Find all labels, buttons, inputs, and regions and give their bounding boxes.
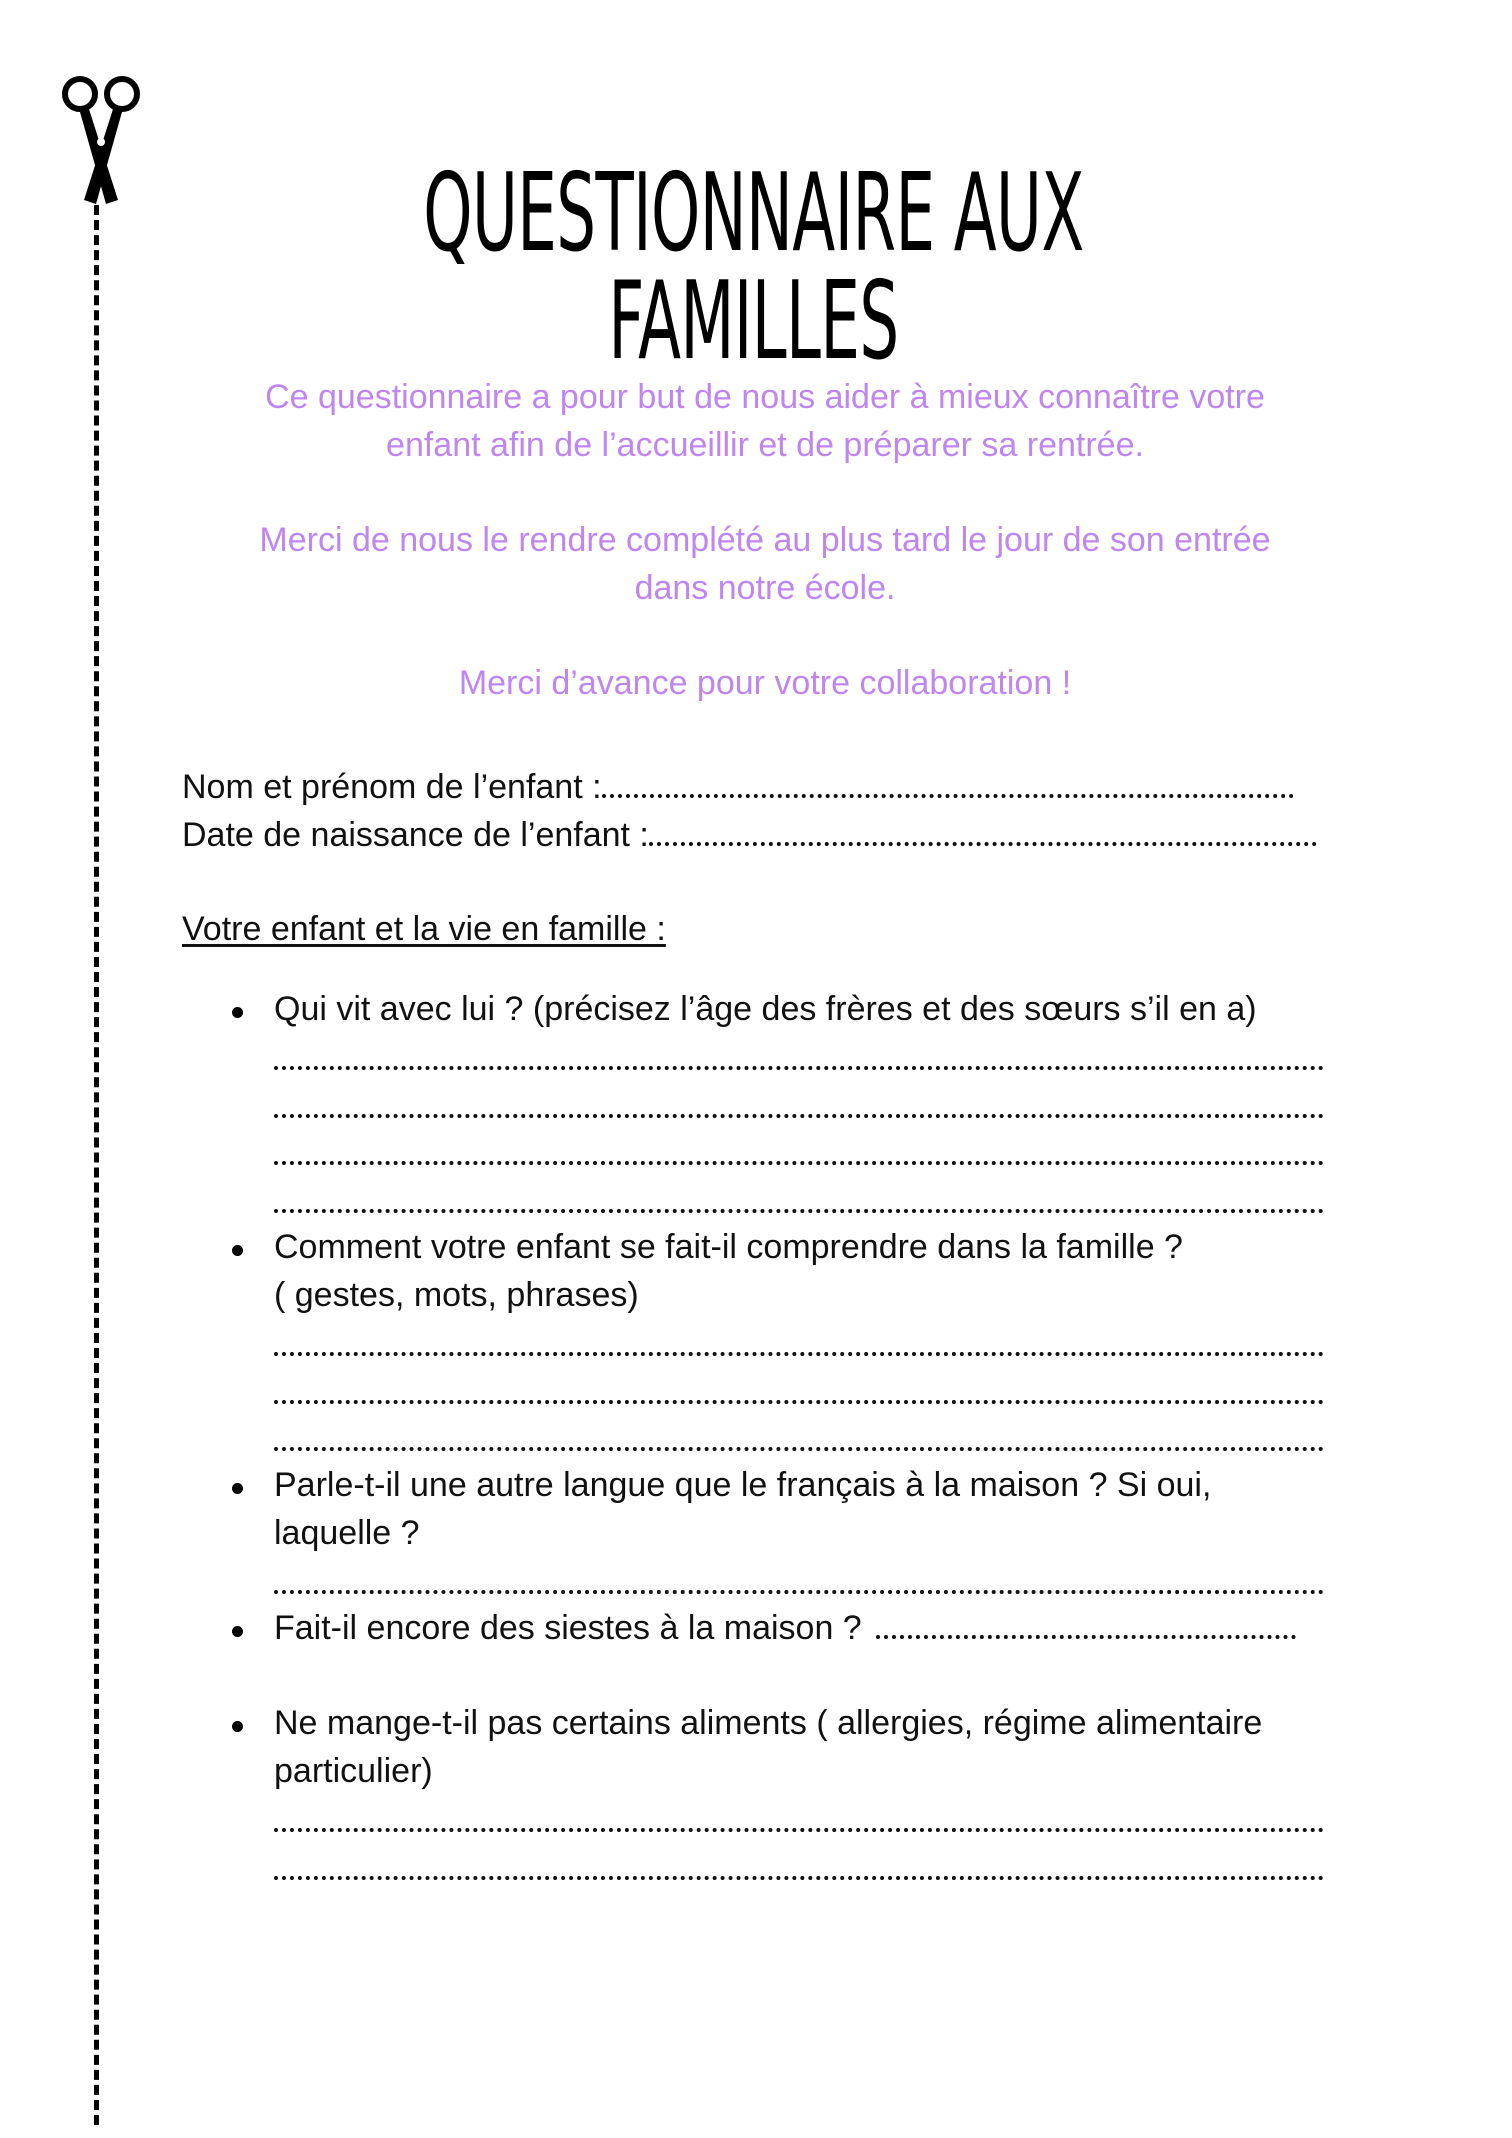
- answer-line[interactable]: [274, 1400, 1324, 1404]
- question-text: Ne mange-t-il pas certains aliments ( allergies, régime alimentaire: [274, 1704, 1263, 1742]
- intro-line: Ce questionnaire a pour but de nous aider à mieux connaître votre: [265, 378, 1265, 416]
- question-text: ( gestes, mots, phrases): [274, 1276, 639, 1314]
- answer-line[interactable]: [274, 1447, 1324, 1451]
- child-name-blank[interactable]: [602, 794, 1294, 798]
- answer-line[interactable]: [274, 1209, 1324, 1213]
- bullet: [232, 1626, 243, 1637]
- question-text: Comment votre enfant se fait-il comprendre dans la famille ?: [274, 1228, 1183, 1266]
- thanks-line: Merci d’avance pour votre collaboration !: [458, 664, 1072, 702]
- answer-line[interactable]: [274, 1590, 1324, 1594]
- question-text: laquelle ?: [274, 1514, 420, 1552]
- intro-line: dans notre école.: [634, 569, 896, 607]
- question-text: Qui vit avec lui ? (précisez l’âge des frères et des sœurs s’il en a): [274, 990, 1257, 1028]
- child-name-field[interactable]: [182, 763, 1294, 811]
- intro-line: enfant afin de l’accueillir et de préparer sa rentrée.: [386, 426, 1144, 464]
- page-title: QUESTIONNAIRE AUX FAMILLES: [423, 151, 1084, 384]
- section-title: Votre enfant et la vie en famille :: [182, 910, 666, 948]
- bullet: [232, 1483, 243, 1494]
- answer-line[interactable]: [274, 1066, 1324, 1070]
- birth-date-label: Date de naissance de l’enfant :: [182, 816, 649, 854]
- birth-date-field[interactable]: [182, 811, 1317, 859]
- question-text: [274, 1604, 1296, 1652]
- intro-line: Merci de nous le rendre complété au plus tard le jour de son entrée: [259, 521, 1271, 559]
- bullet: [232, 1007, 243, 1018]
- birth-date-blank[interactable]: [649, 842, 1317, 846]
- question-text: particulier): [274, 1752, 433, 1790]
- cut-line: [94, 205, 99, 2125]
- answer-line[interactable]: [274, 1161, 1324, 1165]
- bullet: [232, 1721, 243, 1732]
- answer-line[interactable]: [274, 1828, 1324, 1832]
- answer-line[interactable]: [876, 1635, 1296, 1639]
- answer-line[interactable]: [274, 1352, 1324, 1356]
- question-text: Parle-t-il une autre langue que le français à la maison ? Si oui,: [274, 1466, 1212, 1504]
- question-label: Fait-il encore des siestes à la maison ?: [274, 1609, 862, 1647]
- bullet: [232, 1245, 243, 1256]
- scissors-icon: [58, 72, 144, 207]
- answer-line[interactable]: [274, 1114, 1324, 1118]
- answer-line[interactable]: [274, 1876, 1324, 1880]
- child-name-label: Nom et prénom de l’enfant :: [182, 768, 602, 806]
